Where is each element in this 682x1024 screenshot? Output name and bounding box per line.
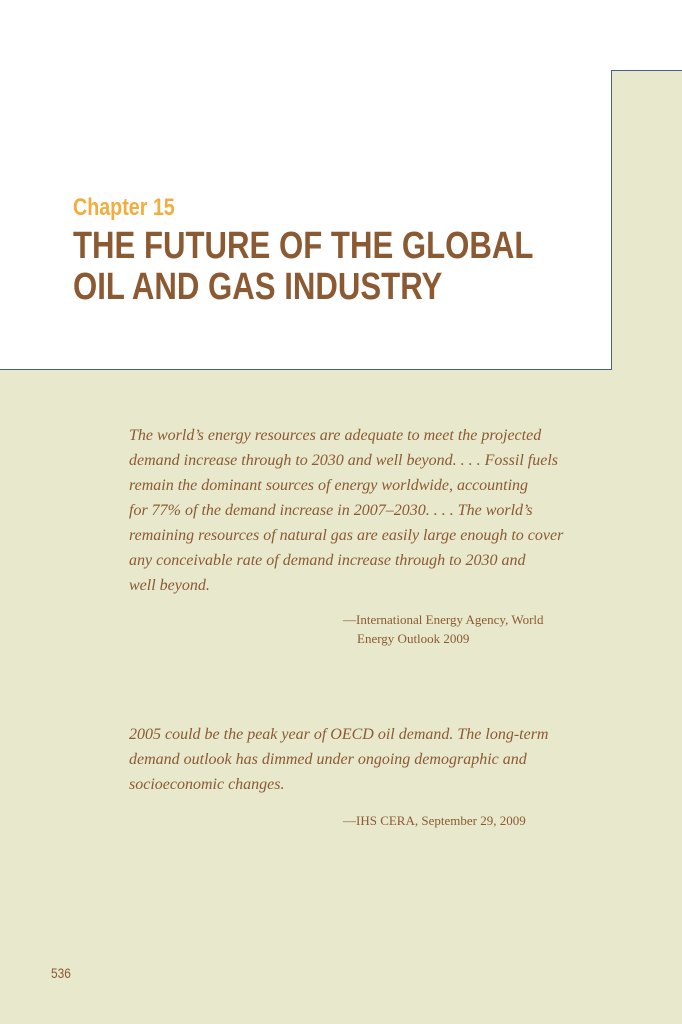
attribution-line: Energy Outlook 2009 — [357, 631, 470, 646]
epigraph-line: demand outlook has dimmed under ongoing demographic and — [129, 751, 527, 768]
epigraph-line: for 77% of the demand increase in 2007–2030. . . . The world’s — [129, 502, 533, 519]
chapter-title-line: THE FUTURE OF THE GLOBAL — [73, 225, 534, 267]
epigraph-line: any conceivable rate of demand increase through to 2030 and — [129, 552, 526, 569]
attribution-line: —International Energy Agency, World — [343, 612, 544, 627]
epigraph-quote — [129, 722, 548, 797]
epigraph-line: well beyond. — [129, 577, 210, 594]
epigraph-line: remain the dominant sources of energy worldwide, accounting — [129, 477, 529, 494]
chapter-label: Chapter 15 — [73, 194, 175, 221]
epigraph-quote — [129, 423, 563, 598]
chapter-title — [73, 226, 533, 308]
top-white-area — [0, 0, 682, 70]
attribution-line: —IHS CERA, September 29, 2009 — [343, 813, 526, 828]
page-number: 536 — [51, 965, 71, 981]
epigraph-attribution — [343, 610, 544, 648]
epigraph-line: The world’s energy resources are adequate to meet the projected — [129, 427, 542, 444]
epigraph-line: 2005 could be the peak year of OECD oil demand. The long-term — [129, 726, 549, 743]
epigraph-attribution — [343, 811, 526, 830]
top-rule — [611, 70, 682, 71]
epigraph-line: socioeconomic changes. — [129, 776, 285, 793]
epigraph-line: demand increase through to 2030 and well beyond. . . . Fossil fuels — [129, 452, 558, 469]
epigraph-line: remaining resources of natural gas are easily large enough to cover — [129, 527, 564, 544]
chapter-title-line: OIL AND GAS INDUSTRY — [73, 266, 443, 308]
